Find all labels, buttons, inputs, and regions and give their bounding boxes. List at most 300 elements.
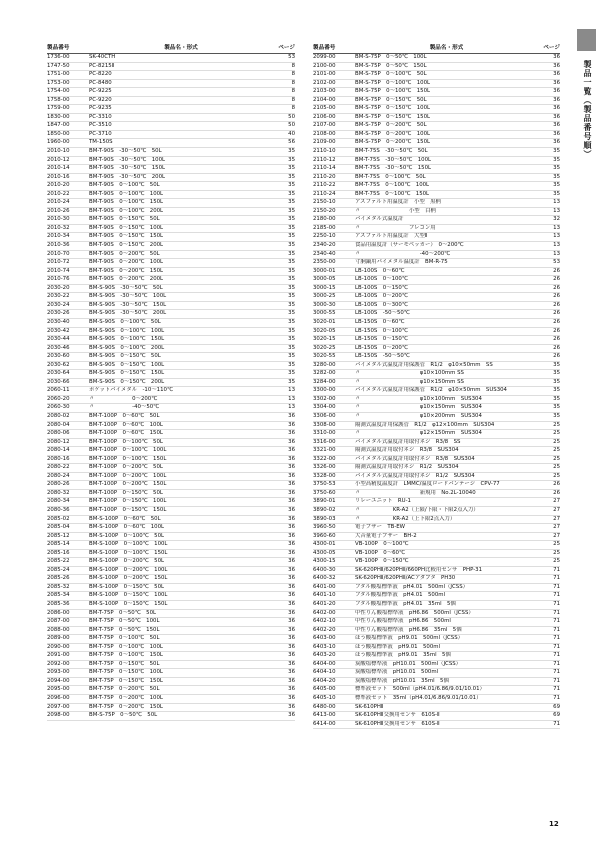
page-ref: 26 (553, 276, 560, 283)
table-row (47, 328, 295, 337)
page-ref: 32 (553, 216, 560, 223)
product-code: 3302-00 (313, 395, 336, 402)
table-row (313, 404, 560, 413)
page-ref: 36 (288, 524, 295, 531)
product-name: BM-S-75P 0〜200℃ 100L (355, 130, 431, 137)
table-row (313, 379, 560, 388)
page-ref: 26 (553, 336, 560, 343)
product-code: 2097-00 (47, 703, 70, 710)
page-ref: 71 (553, 635, 560, 642)
page-ref: 13 (553, 250, 560, 257)
product-name: BM-T-75P 0〜100℃ 100L (89, 643, 163, 650)
product-code: 2250-10 (313, 233, 336, 240)
product-name: BM-S-75P 0〜50℃ 100L (355, 54, 427, 60)
table-row (313, 370, 560, 379)
product-name: LB-100S 0〜100℃ (355, 276, 408, 283)
product-name: 中性りん酸塩標準液 pH6.86 500ml（JCSS） (355, 609, 474, 616)
page-ref: 35 (553, 361, 560, 368)
table-row (313, 422, 560, 431)
page-ref: 26 (553, 344, 560, 351)
page-ref: 36 (288, 489, 295, 496)
product-name: BM-T-90S 0〜100℃ 150L (89, 199, 164, 206)
product-name: BM-T-100P 0〜60℃ 100L (89, 421, 163, 428)
product-code: 2080-06 (47, 430, 70, 437)
page-ref: 35 (288, 310, 295, 317)
product-name: BM-T-100P 0〜100℃ 50L (89, 438, 163, 445)
product-name: バイメタル式温度計用取付ネジ R1/2 SUS304 (355, 472, 475, 479)
product-code: 3890-01 (313, 498, 336, 505)
product-code: 2010-70 (47, 250, 70, 257)
table-row (313, 644, 560, 653)
table-row (313, 131, 560, 140)
page-ref: 36 (553, 79, 560, 86)
table-row (313, 97, 560, 106)
page-ref: 36 (288, 575, 295, 582)
page-ref: 71 (553, 652, 560, 659)
page-ref: 36 (288, 635, 295, 642)
table-row (313, 88, 560, 97)
table-row (47, 473, 295, 482)
table-row (47, 413, 295, 422)
product-code: 2099-00 (313, 54, 336, 60)
product-code: 2080-02 (47, 412, 70, 419)
page-ref: 35 (288, 207, 295, 214)
product-name: バイメタル式温度計用取付ネジ R3/8 SS (355, 438, 461, 445)
product-name: SK-610PHⅡ交換用センサ 610S-Ⅱ (355, 720, 440, 727)
table-row (47, 345, 295, 354)
table-row (47, 353, 295, 362)
page-ref: 25 (553, 455, 560, 462)
product-code: 4300-01 (313, 541, 336, 548)
page-number: 12 (549, 820, 559, 828)
page-ref: 25 (553, 438, 560, 445)
product-code: 2010-26 (47, 207, 70, 214)
product-name: BM-T-75P 0〜100℃ 150L (89, 652, 163, 659)
product-name: 隔測式温度計用取付ネジ R3/8 SUS304 (355, 447, 459, 454)
product-name: アスファルト用温度計 大型Ⅱ (355, 233, 428, 240)
table-row (313, 114, 560, 123)
page-ref: 26 (553, 318, 560, 325)
product-code: 2107-00 (313, 122, 336, 129)
product-name: BM-T-75S -30〜50℃ 100L (355, 156, 432, 163)
page-ref: 26 (553, 267, 560, 274)
table-header (313, 44, 560, 54)
page-ref: 35 (288, 267, 295, 274)
table-row (47, 550, 295, 559)
table-row (313, 618, 560, 627)
page-ref: 25 (553, 464, 560, 471)
product-name: PC-3310 (89, 113, 112, 120)
page-ref: 27 (553, 506, 560, 513)
product-name: BM-T-90S -30〜50℃ 50L (89, 148, 162, 155)
product-name: BM-T-100P 0〜60℃ 50L (89, 412, 160, 419)
page-ref: 36 (288, 515, 295, 522)
product-name: BM-T-90S -30〜50℃ 100L (89, 156, 166, 163)
table-row (47, 148, 295, 157)
product-code: 6404-10 (313, 669, 336, 676)
page-ref: 36 (288, 412, 295, 419)
product-code: 2060-11 (47, 387, 70, 394)
page-ref: 71 (553, 686, 560, 693)
table-row (47, 516, 295, 525)
product-name: LB-100S 0〜200℃ (355, 293, 408, 300)
table-row (313, 225, 560, 234)
table-row (47, 618, 295, 627)
page-ref: 36 (288, 506, 295, 513)
product-code: 2080-16 (47, 455, 70, 462)
product-name: BM-S-100P 0〜200℃ 50L (89, 558, 165, 565)
page-ref: 71 (553, 575, 560, 582)
table-row (313, 524, 560, 533)
product-code: 2080-04 (47, 421, 70, 428)
product-name: LB-100S 0〜300℃ (355, 301, 408, 308)
product-code: 2104-00 (313, 96, 336, 103)
product-name: BM-S-75P 0〜150℃ 150L (355, 113, 431, 120)
table-row (313, 635, 560, 644)
page-ref: 26 (553, 327, 560, 334)
page-ref: 25 (553, 558, 560, 565)
page-ref: 35 (288, 182, 295, 189)
product-name: BM-T-100P 0〜100℃ 150L (89, 455, 167, 462)
product-code: 2010-76 (47, 276, 70, 283)
product-name: BM-T-75P 0〜150℃ 100L (89, 669, 163, 676)
table-row (47, 114, 295, 123)
page-ref: 36 (288, 677, 295, 684)
product-name: BM-T-100P 0〜200℃ 100L (89, 472, 167, 479)
product-name: LB-100S 0〜60℃ (355, 267, 405, 274)
product-code: 4300-05 (313, 549, 336, 556)
product-code: 3310-00 (313, 430, 336, 437)
product-name: LB-100S -50〜50℃ (355, 310, 410, 317)
product-code: 2080-12 (47, 438, 70, 445)
table-row (47, 481, 295, 490)
page-ref: 36 (288, 703, 295, 710)
product-code: 3326-00 (313, 464, 336, 471)
table-row (313, 251, 560, 260)
page-ref: 36 (288, 558, 295, 565)
product-code: 1754-00 (47, 88, 70, 95)
page-ref: 36 (553, 130, 560, 137)
product-code: 3020-05 (313, 327, 336, 334)
product-code: 2060-30 (47, 404, 70, 411)
product-code: 2030-66 (47, 378, 70, 385)
product-name: 電子ブザー TB-EW (355, 524, 406, 531)
product-code: 2010-14 (47, 165, 70, 172)
product-name: BM-S-100P 0〜60℃ 50L (89, 515, 161, 522)
page-ref: 36 (553, 71, 560, 78)
product-name: BM-T-90S -30〜50℃ 150L (89, 165, 166, 172)
page-ref: 36 (288, 643, 295, 650)
table-row (47, 669, 295, 678)
product-code: 2010-72 (47, 259, 70, 266)
product-code: 6403-20 (313, 652, 336, 659)
product-name: BM-S-90S 0〜100℃ 200L (89, 344, 165, 351)
table-row (313, 592, 560, 601)
table-row (47, 396, 295, 405)
page-ref: 71 (553, 618, 560, 625)
product-code: 2030-64 (47, 370, 70, 377)
product-code: 2085-02 (47, 515, 70, 522)
page-ref: 71 (553, 592, 560, 599)
table-row (47, 507, 295, 516)
product-name: BM-T-100P 0〜150℃ 150L (89, 506, 167, 513)
product-code: 3300-00 (313, 387, 336, 394)
product-code: 2108-00 (313, 130, 336, 137)
product-code: 2150-10 (313, 199, 336, 206)
page-ref: 71 (553, 695, 560, 702)
table-row (47, 105, 295, 114)
table-row (47, 165, 295, 174)
page-ref: 36 (288, 430, 295, 437)
table-row (313, 413, 560, 422)
table-row (313, 268, 560, 277)
product-code: 2092-00 (47, 660, 70, 667)
product-name: BM-T-90S 0〜100℃ 50L (89, 182, 160, 189)
table-row (313, 71, 560, 80)
product-code: 2087-00 (47, 618, 70, 625)
product-code: 3280-00 (313, 361, 336, 368)
product-name: 小型高精度温度計 LMMC/温度ロードバンテージ CPV-77 (355, 481, 500, 488)
product-code: 6402-00 (313, 609, 336, 616)
product-name: バイメタル式温度計 (355, 216, 404, 223)
table-row (47, 208, 295, 217)
page-ref: 36 (288, 447, 295, 454)
product-name: PC-8220 (89, 71, 112, 78)
table-row (47, 387, 295, 396)
table-row (313, 456, 560, 465)
table-row (47, 122, 295, 131)
product-code: 6404-20 (313, 677, 336, 684)
product-name: 〃 新規用 No.2L-10040 (355, 489, 476, 496)
page-ref: 8 (291, 71, 295, 78)
page-ref: 35 (553, 190, 560, 197)
page-ref: 35 (288, 233, 295, 240)
page-ref: 35 (553, 182, 560, 189)
product-code: 2340-40 (313, 250, 336, 257)
table-row (47, 644, 295, 653)
table-row (313, 678, 560, 687)
product-name: BM-T-75S 0〜100℃ 50L (355, 173, 426, 180)
product-code: 3306-00 (313, 412, 336, 419)
page-ref: 35 (288, 344, 295, 351)
product-name: SK-620PHⅡ/620PHⅡ/660PH比較用センサ PHP-31 (355, 566, 483, 573)
table-row (313, 430, 560, 439)
page-ref: 36 (288, 438, 295, 445)
page-ref: 71 (553, 643, 560, 650)
page-ref: 53 (553, 259, 560, 266)
product-table-left (47, 44, 295, 721)
table-row (313, 541, 560, 550)
table-row (313, 567, 560, 576)
page-ref: 36 (288, 498, 295, 505)
product-code: 1850-00 (47, 130, 70, 137)
product-name: LB-100S 0〜150℃ (355, 284, 408, 291)
product-code: 6401-10 (313, 592, 336, 599)
header-name: 製品名・形式 (164, 45, 198, 51)
product-code: 2080-36 (47, 506, 70, 513)
page-ref: 13 (288, 404, 295, 411)
table-row (313, 558, 560, 567)
product-name: 〃 φ12×150mm SUS304 (355, 430, 482, 437)
table-row (47, 584, 295, 593)
page-ref: 36 (288, 592, 295, 599)
page-ref: 8 (291, 79, 295, 86)
table-row (47, 686, 295, 695)
page-ref: 35 (288, 224, 295, 231)
page-ref: 35 (553, 156, 560, 163)
table-row (47, 216, 295, 225)
table-row (313, 387, 560, 396)
table-row (47, 704, 295, 713)
table-row (47, 678, 295, 687)
table-row (47, 541, 295, 550)
product-name: BM-T-100P 0〜200℃ 50L (89, 464, 163, 471)
product-name: 〃 KR-A2（上下限2点入力） (355, 515, 456, 522)
product-code: 1747-50 (47, 62, 70, 69)
product-code: 6480-00 (313, 703, 336, 710)
product-name: 〃 0〜200℃ (89, 395, 158, 402)
product-name: BM-T-75P 0〜150℃ 150L (89, 677, 163, 684)
product-name: BM-T-100P 0〜100℃ 100L (89, 447, 167, 454)
product-name: 標準液セット 35ml（pH4.01/6.86/9.01/10.01） (355, 695, 482, 702)
header-code: 製品番号 (47, 45, 70, 51)
product-name: BM-S-90S -30〜50℃ 100L (89, 293, 167, 300)
product-code: 4300-15 (313, 558, 336, 565)
page-ref: 13 (553, 242, 560, 249)
product-code: 2010-74 (47, 267, 70, 274)
product-code: 2100-00 (313, 62, 336, 69)
page-ref: 50 (288, 113, 295, 120)
product-code: 2185-00 (313, 224, 336, 231)
product-name: BM-S-75P 0〜150℃ 100L (355, 105, 431, 112)
product-code: 2030-22 (47, 293, 70, 300)
page-ref: 71 (553, 677, 560, 684)
page-ref: 36 (288, 481, 295, 488)
product-code: 2030-46 (47, 344, 70, 351)
table-row (47, 268, 295, 277)
product-table-right (313, 44, 560, 729)
table-row (313, 319, 560, 328)
product-code: 2110-12 (313, 156, 336, 163)
page-ref: 36 (553, 105, 560, 112)
page-ref: 35 (553, 395, 560, 402)
product-code: 2010-10 (47, 148, 70, 155)
product-name: ほう酸塩標準液 pH9.01 500ml (355, 643, 441, 650)
product-name: LB-150S 0〜200℃ (355, 344, 408, 351)
product-code: 6405-10 (313, 695, 336, 702)
page-ref: 35 (288, 378, 295, 385)
page-ref: 40 (288, 130, 295, 137)
table-row (47, 533, 295, 542)
product-code: 2010-16 (47, 173, 70, 180)
page-ref: 36 (288, 609, 295, 616)
product-code: 6401-00 (313, 583, 336, 590)
product-code: 2109-00 (313, 139, 336, 146)
product-name: バイメタル式温度計用取付ネジ R3/8 SUS304 (355, 455, 475, 462)
page-ref: 35 (288, 284, 295, 291)
table-row (313, 242, 560, 251)
table-row (47, 635, 295, 644)
product-name: BM-S-75P 0〜50℃ 150L (355, 62, 427, 69)
product-code: 3890-03 (313, 515, 336, 522)
page-ref: 8 (291, 96, 295, 103)
page-ref: 71 (553, 720, 560, 727)
table-row (313, 669, 560, 678)
product-name: BM-S-90S 0〜150℃ 200L (89, 378, 165, 385)
product-name: BM-S-100P 0〜100℃ 100L (89, 541, 168, 548)
table-row (313, 191, 560, 200)
table-row (313, 695, 560, 704)
table-body (47, 54, 295, 721)
product-name: BM-S-90S 0〜150℃ 150L (89, 370, 165, 377)
page-ref: 36 (288, 532, 295, 539)
page-ref: 26 (553, 293, 560, 300)
product-code: 2102-00 (313, 79, 336, 86)
page-ref: 35 (553, 387, 560, 394)
product-code: 2106-00 (313, 113, 336, 120)
table-row (313, 216, 560, 225)
page-ref: 27 (553, 498, 560, 505)
page-ref: 35 (288, 318, 295, 325)
table-row (313, 276, 560, 285)
table-row (313, 661, 560, 670)
table-row (47, 567, 295, 576)
product-code: 6402-10 (313, 618, 336, 625)
page-ref: 35 (288, 190, 295, 197)
table-row (47, 490, 295, 499)
product-code: 2080-24 (47, 472, 70, 479)
product-code: 2089-00 (47, 635, 70, 642)
product-name: BM-S-100P 0〜200℃ 100L (89, 566, 168, 573)
product-name: 〃 φ10×150mm SUS304 (355, 404, 482, 411)
product-name: LB-150S 0〜100℃ (355, 327, 408, 334)
table-row (47, 302, 295, 311)
page-ref: 71 (553, 601, 560, 607)
page-ref: 35 (288, 301, 295, 308)
table-row (313, 285, 560, 294)
table-row (313, 157, 560, 166)
product-code: 2110-10 (313, 148, 336, 155)
product-code: 2030-40 (47, 318, 70, 325)
product-code: 3000-01 (313, 267, 336, 274)
table-row (47, 97, 295, 106)
product-name: BM-T-90S 0〜150℃ 50L (89, 216, 160, 223)
product-code: 1960-00 (47, 139, 70, 146)
page-ref: 35 (288, 173, 295, 180)
product-code: 3000-55 (313, 310, 336, 317)
table-row (313, 575, 560, 584)
table-row (313, 182, 560, 191)
page-ref: 35 (288, 216, 295, 223)
product-code: 2094-00 (47, 677, 70, 684)
page-ref: 35 (553, 165, 560, 172)
table-row (47, 627, 295, 636)
product-name: 〃 KR-A2（上限/下限・下限2点入力） (355, 506, 479, 513)
table-row (313, 353, 560, 362)
table-row (313, 362, 560, 371)
page-ref: 25 (553, 430, 560, 437)
product-name: BM-T-100P 0〜200℃ 150L (89, 481, 167, 488)
product-name: 炭酸塩標準液 pH10.01 500ml（JCSS） (355, 660, 462, 667)
side-title: 製品一覧（製品番号順） (583, 60, 592, 159)
table-row (47, 131, 295, 140)
table-row (47, 88, 295, 97)
product-name: BM-T-75P 0〜100℃ 50L (89, 635, 160, 642)
page-ref: 71 (553, 609, 560, 616)
product-name: BM-S-75P 0〜100℃ 100L (355, 79, 431, 86)
product-code: 2090-00 (47, 643, 70, 650)
page-ref: 26 (553, 353, 560, 360)
